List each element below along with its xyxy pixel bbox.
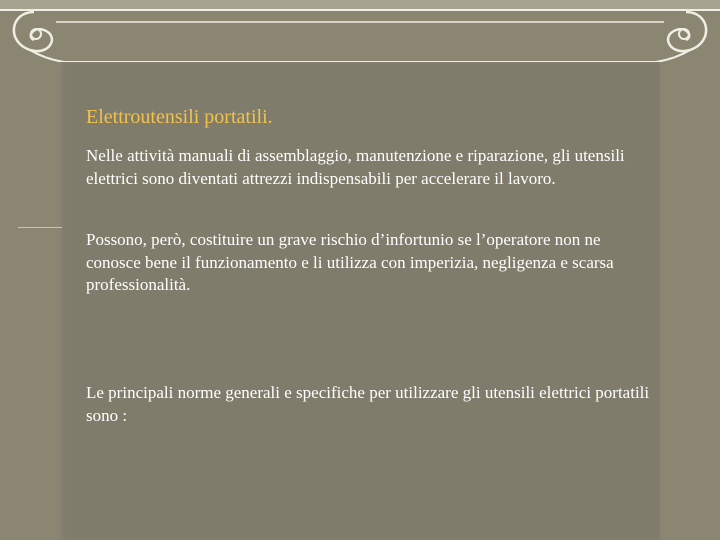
paragraph-intro: Nelle attività manuali di assemblaggio, manutenzione e riparazione, gli utensili elettrici sono diventati attrezzi indispensabili per accelerare il lavoro.: [86, 146, 625, 188]
slide-title: Elettroutensili portatili.: [86, 106, 273, 128]
paragraph-rules-intro: Le principali norme generali e specifiche per utilizzare gli utensili elettrici portatili sono :: [86, 383, 650, 425]
ionic-scroll-left-icon: [14, 12, 690, 62]
content-panel: [60, 62, 660, 540]
ionic-capital-ornament: [0, 0, 720, 70]
paragraph-risk: Possono, però, costituire un grave rischio d’infortunio se l’operatore non ne conosce bene il funzionamento e li utilizza con imperizia, negligenza e scarsa professionalità.: [86, 230, 614, 294]
ionic-scroll-right-icon: [668, 12, 706, 51]
decorative-rule: [18, 227, 62, 228]
